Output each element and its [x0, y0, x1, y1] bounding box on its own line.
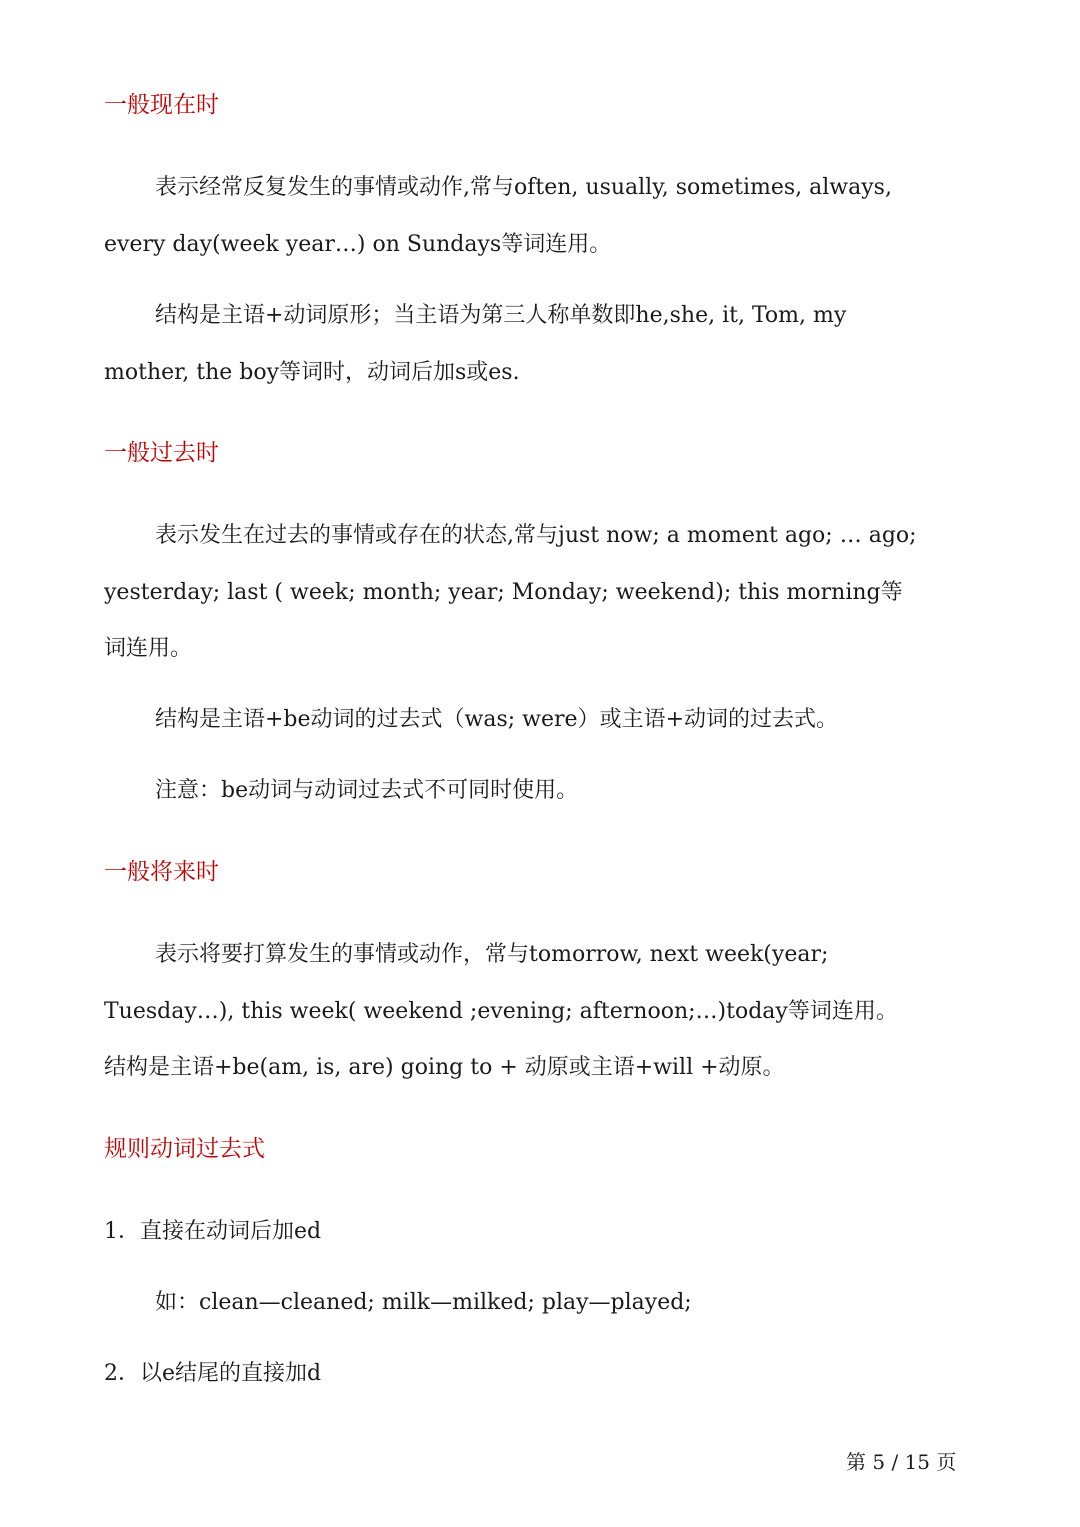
future-paragraph-1-line-2: Tuesday…), this week( weekend ;evening; afternoon;…)today等词连用。	[104, 999, 898, 1024]
page-number: 第 5 / 15 页	[846, 1450, 957, 1474]
past-paragraph-2: 结构是主语+be动词的过去式（was; were）或主语+动词的过去式。	[155, 707, 839, 732]
present-paragraph-2-line-2: mother, the boy等词时，动词后加s或es.	[104, 360, 520, 385]
section-heading-present: 一般现在时	[104, 92, 219, 118]
rule-2: 2．以e结尾的直接加d	[104, 1361, 322, 1386]
rule-1-example: 如：clean—cleaned; milk—milked; play—played;	[155, 1290, 692, 1315]
present-paragraph-2-line-1: 结构是主语+动词原形；当主语为第三人称单数即he,she, it, Tom, my	[155, 303, 847, 328]
section-heading-regular-past: 规则动词过去式	[104, 1136, 265, 1162]
future-paragraph-1-line-3: 结构是主语+be(am, is, are) going to + 动原或主语+will +动原。	[104, 1055, 785, 1080]
past-paragraph-1-line-2: yesterday; last ( week; month; year; Monday; weekend); this morning等	[104, 580, 903, 605]
rule-1: 1．直接在动词后加ed	[104, 1219, 322, 1244]
past-paragraph-1-line-3: 词连用。	[104, 636, 193, 661]
present-paragraph-1-line-2: every day(week year…) on Sundays等词连用。	[104, 232, 612, 257]
present-paragraph-1-line-1: 表示经常反复发生的事情或动作,常与often, usually, sometimes, always,	[155, 175, 892, 200]
future-paragraph-1-line-1: 表示将要打算发生的事情或动作，常与tomorrow, next week(year;	[155, 942, 829, 967]
past-paragraph-3: 注意：be动词与动词过去式不可同时使用。	[155, 778, 579, 803]
past-paragraph-1-line-1: 表示发生在过去的事情或存在的状态,常与just now; a moment ago; … ago;	[155, 523, 917, 548]
section-heading-future: 一般将来时	[104, 859, 219, 885]
section-heading-past: 一般过去时	[104, 440, 219, 466]
